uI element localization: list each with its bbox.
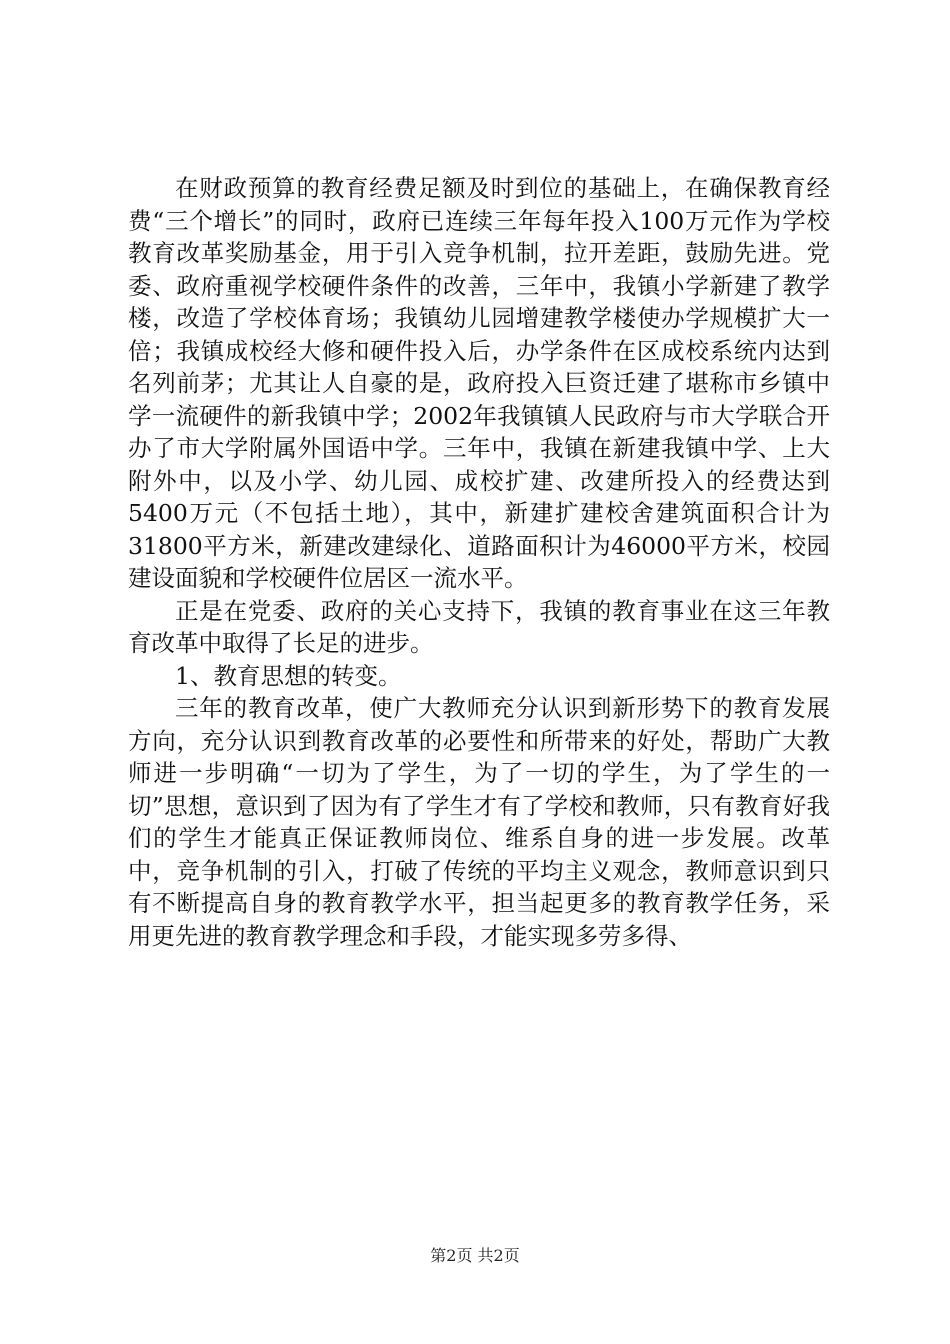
paragraph-funding: 在财政预算的教育经费足额及时到位的基础上，在确保教育经费“三个增长”的同时，政府已连续三年每年投入100万元作为学校教育改革奖励基金，用于引入竞争机制，拉开差距，鼓励先进。党委、政府重视学校硬件条件的改善，三年中，我镇小学新建了教学楼，改造了学校体育场；我镇幼儿园增建教学楼使办学规模扩大一倍；我镇成校经大修和硬件投入后，办学条件在区成校系统内达到名列前茅；尤其让人自豪的是，政府投入巨资迁建了堪称市乡镇中学一流硬件的新我镇中学；2002年我镇镇人民政府与市大学联合开办了市大学附属外国语中学。三年中，我镇在新建我镇中学、上大附外中，以及小学、幼儿园、成校扩建、改建所投入的经费达到5400万元（不包括土地），其中，新建扩建校舍建筑面积合计为31800平方米，新建改建绿化、道路面积计为46000平方米，校园建设面貌和学校硬件位居区一流水平。 <box>128 174 830 592</box>
page-number-footer: 第2页 共2页 <box>430 1246 520 1265</box>
section-heading-education-thought: 1、教育思想的转变。 <box>175 661 402 690</box>
document-body <box>128 172 830 952</box>
paragraph-progress: 正是在党委、政府的关心支持下，我镇的教育事业在这三年教育改革中取得了长足的进步。 <box>128 596 830 657</box>
paragraph-reform: 三年的教育改革，使广大教师充分认识到新形势下的教育发展方向，充分认识到教育改革的必要性和所带来的好处，帮助广大教师进一步明确“一切为了学生，为了一切的学生，为了学生的一切”思想，意识到了因为有了学生才有了学校和教师，只有教育好我们的学生才能真正保证教师岗位、维系自身的进一步发展。改革中，竞争机制的引入，打破了传统的平均主义观念，教师意识到只有不断提高自身的教育教学水平，担当起更多的教育教学任务，采用更先进的教育教学理念和手段，才能实现多劳多得、 <box>128 694 830 950</box>
